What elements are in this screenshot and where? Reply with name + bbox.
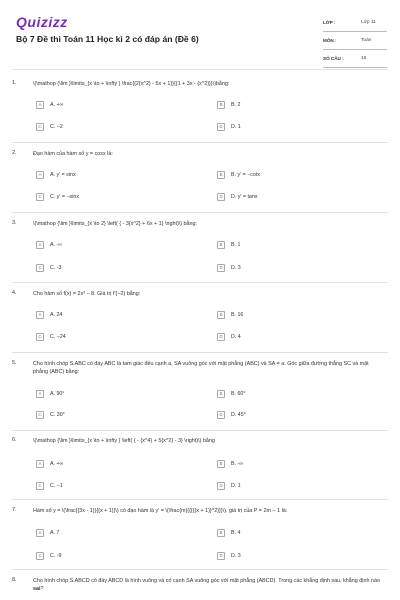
option-c[interactable]: [36, 550, 61, 561]
option-d[interactable]: [217, 550, 241, 561]
option-letter-box: B: [217, 311, 225, 319]
question-1: [12, 80, 388, 140]
option-text: A. 24: [50, 311, 63, 318]
option-a[interactable]: [36, 309, 62, 320]
option-text: D. 3: [231, 552, 241, 559]
option-letter-box: B: [217, 241, 225, 249]
quizizz-logo: Quizizz: [16, 14, 68, 30]
question-7: [12, 507, 388, 569]
meta-key: MÔN :: [323, 38, 337, 43]
question-number: 2.: [12, 150, 17, 156]
option-c[interactable]: [36, 262, 61, 273]
question-text-part: Cho hình chóp S.ABCD có đáy ABCD là hình vuông và có cạnh SA vuông góc với mặt phẳng (ABCD). Trong các khẳng định sau, khẳng định nào: [33, 578, 380, 584]
question-text: \(\mathop {\lim }\limits_{x \to + \infty } \frac{{2{x^2} - 5x + 1}}{{1 + 3x - {x^2}}}\)bằng:: [33, 81, 230, 87]
question-divider: [12, 499, 388, 500]
question-number: 8.: [12, 577, 17, 583]
option-letter-box: C: [36, 193, 44, 201]
question-number: 4.: [12, 290, 17, 296]
question-text: \(\mathop {\lim }\limits_{x \to 2} \left( { - 3{x^2} + 6x + 1} \right)\) bằng:: [33, 221, 198, 227]
option-b[interactable]: [217, 527, 240, 538]
option-letter-box: C: [36, 264, 44, 272]
question-number: 1.: [12, 80, 17, 86]
option-d[interactable]: [217, 121, 241, 132]
option-text: C. −2: [50, 123, 63, 130]
worksheet-header: [0, 0, 400, 64]
option-text: D. 1: [231, 482, 241, 489]
option-letter-box: B: [217, 529, 225, 537]
option-letter-box: D: [217, 333, 225, 341]
option-a[interactable]: [36, 99, 63, 110]
meta-row-class: [323, 14, 387, 32]
question-text: Cho hàm số f(x) = 2x³ − 8. Giá trị f'(−2) bằng:: [33, 291, 141, 297]
meta-key: SỐ CÂU :: [323, 56, 344, 61]
question-6: [12, 437, 388, 497]
question-text: [33, 577, 383, 593]
option-letter-box: A: [36, 101, 44, 109]
option-letter-box: C: [36, 123, 44, 131]
option-text: B. 4: [231, 529, 241, 536]
meta-value: Toán: [361, 38, 372, 43]
option-d[interactable]: [217, 480, 241, 491]
question-5: [12, 360, 388, 428]
option-d[interactable]: [217, 331, 241, 342]
option-text: C. −1: [50, 482, 63, 489]
meta-value: Lớp 11: [361, 20, 376, 25]
header-divider: [12, 69, 388, 70]
question-text: \(\mathop {\lim }\limits_{x \to + \infty } \left( { - {x^4} + 5{x^2} - 3} \right)\) bằng: [33, 438, 215, 444]
option-text: D. 1: [231, 123, 241, 130]
option-b[interactable]: [217, 458, 243, 469]
option-c[interactable]: [36, 480, 63, 491]
option-letter-box: D: [217, 264, 225, 272]
question-emphasis: sai: [33, 586, 41, 592]
option-b[interactable]: [217, 388, 246, 399]
meta-key: LỚP :: [323, 20, 336, 25]
question-text: Cho hình chóp S.ABC có đáy ABC là tam giác đều cạnh a, SA vuông góc với mặt phẳng (ABC) và SA = a. Góc giữa đường thẳng SC và mặt phẳng (ABC) bằng:: [33, 361, 369, 375]
question-8: [12, 577, 388, 599]
option-c[interactable]: [36, 331, 66, 342]
option-letter-box: C: [36, 333, 44, 341]
option-a[interactable]: [36, 458, 63, 469]
question-divider: [12, 212, 388, 213]
option-text: B. -∞: [231, 460, 244, 467]
option-b[interactable]: [217, 309, 243, 320]
question-4: [12, 290, 388, 350]
question-number: 3.: [12, 220, 17, 226]
option-letter-box: B: [217, 390, 225, 398]
option-letter-box: D: [217, 123, 225, 131]
option-text: A. 7: [50, 529, 60, 536]
option-letter-box: D: [217, 552, 225, 560]
option-letter-box: B: [217, 460, 225, 468]
option-b[interactable]: [217, 239, 240, 250]
option-letter-box: D: [217, 411, 225, 419]
option-letter-box: A: [36, 390, 44, 398]
option-text: A. -∞: [50, 241, 63, 248]
option-letter-box: D: [217, 193, 225, 201]
option-b[interactable]: [217, 169, 260, 180]
meta-row-count: [323, 50, 387, 68]
option-text: B. y' = −cotx: [231, 171, 260, 178]
option-c[interactable]: [36, 191, 79, 202]
question-divider: [12, 282, 388, 283]
option-text: C. -3: [50, 264, 62, 271]
option-text: D. 45°: [231, 411, 246, 418]
question-3: [12, 220, 388, 280]
meta-value: 16: [361, 56, 367, 61]
option-text: A. y' = sinx: [50, 171, 76, 178]
option-text: C. -9: [50, 552, 62, 559]
question-2: [12, 150, 388, 210]
option-letter-box: A: [36, 529, 44, 537]
option-c[interactable]: [36, 409, 65, 420]
option-text: D. y' = tanx: [231, 193, 258, 200]
option-text: D. 4: [231, 333, 241, 340]
option-letter-box: A: [36, 241, 44, 249]
option-letter-box: C: [36, 411, 44, 419]
option-a[interactable]: [36, 239, 62, 250]
question-number: 5.: [12, 360, 17, 366]
option-d[interactable]: [217, 191, 257, 202]
meta-row-subject: [323, 32, 387, 50]
option-c[interactable]: [36, 121, 63, 132]
option-a[interactable]: [36, 388, 65, 399]
option-text: C. 30°: [50, 411, 65, 418]
option-d[interactable]: [217, 409, 246, 420]
question-divider: [12, 142, 388, 143]
option-text: C. y' = −sinx: [50, 193, 79, 200]
option-letter-box: C: [36, 482, 44, 490]
question-divider: [12, 430, 388, 431]
meta-table: [323, 14, 387, 68]
option-b[interactable]: [217, 99, 240, 110]
option-text: C. −24: [50, 333, 66, 340]
option-text: A. +∞: [50, 460, 64, 467]
option-d[interactable]: [217, 262, 241, 273]
option-text: B. 60°: [231, 390, 246, 397]
question-text: Đạo hàm của hàm số y = cosx là:: [33, 151, 113, 157]
option-text: B. 16: [231, 311, 244, 318]
question-divider: [12, 569, 388, 570]
option-text: B. 1: [231, 241, 241, 248]
question-number: 7.: [12, 507, 17, 513]
question-divider: [12, 352, 388, 353]
option-text: A. 90°: [50, 390, 65, 397]
option-letter-box: B: [217, 101, 225, 109]
option-letter-box: B: [217, 171, 225, 179]
option-text: A. +∞: [50, 101, 64, 108]
page-title: Bộ 7 Đề thi Toán 11 Học kì 2 có đáp án (Đề 6): [16, 34, 199, 44]
option-letter-box: D: [217, 482, 225, 490]
option-a[interactable]: [36, 169, 76, 180]
question-text-part: ?: [40, 586, 44, 592]
option-a[interactable]: [36, 527, 59, 538]
option-letter-box: A: [36, 311, 44, 319]
option-letter-box: A: [36, 460, 44, 468]
option-letter-box: C: [36, 552, 44, 560]
question-text: Hàm số y = \(\frac{{3x - 1}}{{x + 1}}\) có đạo hàm là y' = \(\frac{m}{{{{(x + 1)}^2}}}\), giá trị của P = 2m − 1 là:: [33, 508, 288, 514]
option-letter-box: A: [36, 171, 44, 179]
option-text: B. 2: [231, 101, 241, 108]
question-number: 6.: [12, 437, 17, 443]
option-text: D. 3: [231, 264, 241, 271]
